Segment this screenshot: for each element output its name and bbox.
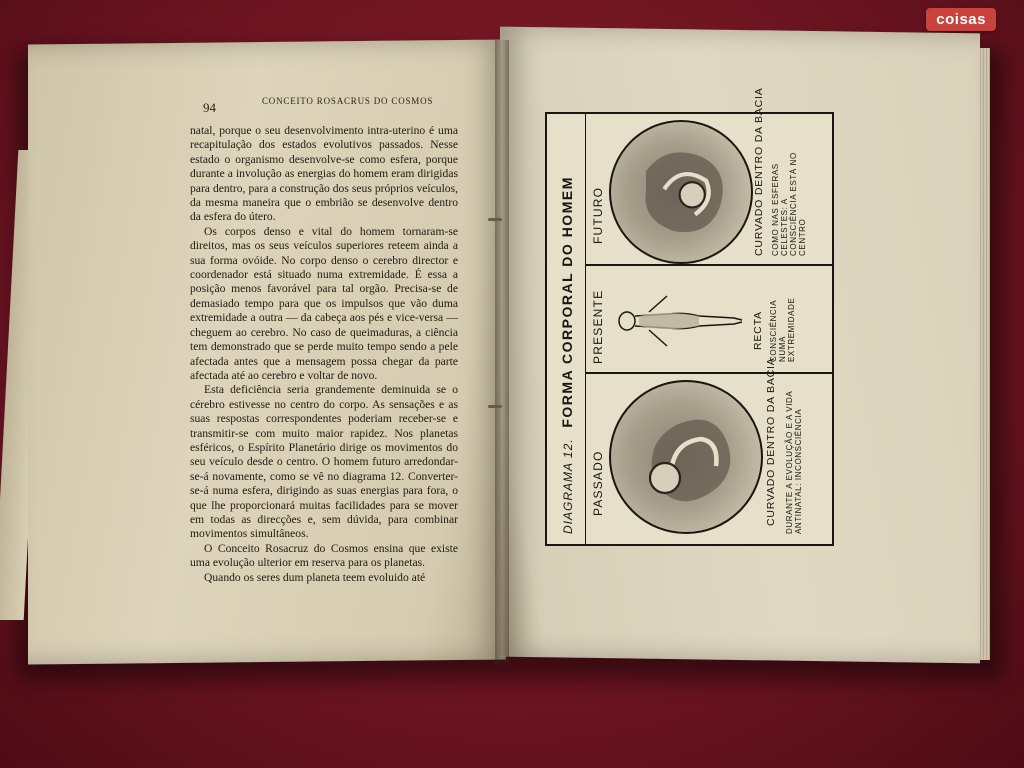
watermark-badge: coisas bbox=[926, 8, 996, 31]
diagram-title-column bbox=[547, 114, 586, 544]
caption-future-main: CURVADO DENTRO DA BACIA bbox=[753, 87, 765, 256]
section-label-present: PRESENTE bbox=[591, 289, 605, 364]
diagram-divider bbox=[585, 264, 832, 266]
paragraph: Esta deficiência seria grandemente deminuida se o cérebro estivesse no centro do corpo. As sensações e as suas respostas correspondentes poderiam receber-se e transmitir-se com muito maior rapidez. Nos planetas esféricos, o Espírito Planetário dirige os movimentos do seu veículo desde o centro. O homem futuro arredondar-se-á novamente, como se vê no diagrama 12. Converter-se-á numa esfera, dirigindo as suas energias para fora, o que lhe proporcionará muitas facilidades para se mover em todas as direcções e, sem dúvida, para combinar movimentos simultâneos. bbox=[190, 383, 458, 541]
paragraph: O Conceito Rosacruz do Cosmos ensina que existe uma evolução ulterior em reserva para os planetas. bbox=[190, 541, 458, 570]
caption-present-sub: CONSCIÊNCIA NUMA EXTREMIDADE bbox=[769, 297, 796, 362]
fetal-figure-circle-future bbox=[609, 120, 753, 264]
book-gutter bbox=[495, 40, 509, 665]
paragraph: Os corpos denso e vital do homem tornaram-se direitos, mas os seus veículos superiores reteem ainda a sua forma ovóide. No corpo denso o cerebro director e coordenador está situado numa extremidade. É essa a posição menos favorável para tal orgão. Precisa-se de demasiado tempo para que os impulsos que vão duma extremidade a outra — da cabeça aos pés e vice-versa — cheguem ao cerebro. No caso de queimaduras, a ciência tem demonstrado que se perde muito tempo sendo a pele afectada antes que a mensagem possa chegar da parte afectada até ao cerebro e voltar de novo. bbox=[190, 224, 458, 382]
fetal-figure-circle-past bbox=[609, 380, 763, 534]
diagram-number: DIAGRAMA 12. bbox=[561, 438, 575, 534]
curled-figure-icon bbox=[611, 382, 761, 532]
curled-figure-icon bbox=[611, 122, 751, 262]
staple-top bbox=[488, 218, 502, 221]
body-text bbox=[190, 124, 458, 585]
section-label-past: PASSADO bbox=[591, 450, 605, 516]
paragraph: natal, porque o seu desenvolvimento intra-uterino é uma recapitulação dos estados evolutivos passados. Nesse estado o organismo desenvolve-se como esfera, porque durante a involução as energias do homem eram dirigidas para dentro, para a construção dos seus próprios veículos, da mesma maneira que o embrião se desenvolve dentro da esfera do útero. bbox=[190, 124, 458, 224]
diagram-12 bbox=[545, 87, 834, 546]
running-head: CONCEITO ROSACRUS DO COSMOS bbox=[262, 96, 434, 106]
diagram-title-text: FORMA CORPORAL DO HOMEM bbox=[559, 176, 575, 428]
section-label-future: FUTURO bbox=[591, 186, 605, 244]
standing-figure-icon bbox=[609, 276, 749, 366]
diagram-title bbox=[559, 176, 575, 534]
caption-past-sub: DURANTE A EVOLUÇÃO E A VIDA ANTINATAL: INCONSCIÊNCIA bbox=[785, 391, 803, 534]
page-number: 94 bbox=[203, 100, 216, 115]
caption-past-main: CURVADO DENTRO DA BACIA bbox=[765, 357, 777, 526]
staple-bottom bbox=[488, 405, 502, 408]
diagram-divider bbox=[585, 372, 832, 374]
caption-present-main: RECTA bbox=[752, 311, 764, 350]
paragraph: Quando os seres dum planeta teem evoluido até bbox=[204, 570, 426, 584]
caption-future-sub: COMO NAS ESFERAS CELESTES: A CONSCIÊNCIA ESTÁ NO CENTRO bbox=[771, 152, 807, 256]
